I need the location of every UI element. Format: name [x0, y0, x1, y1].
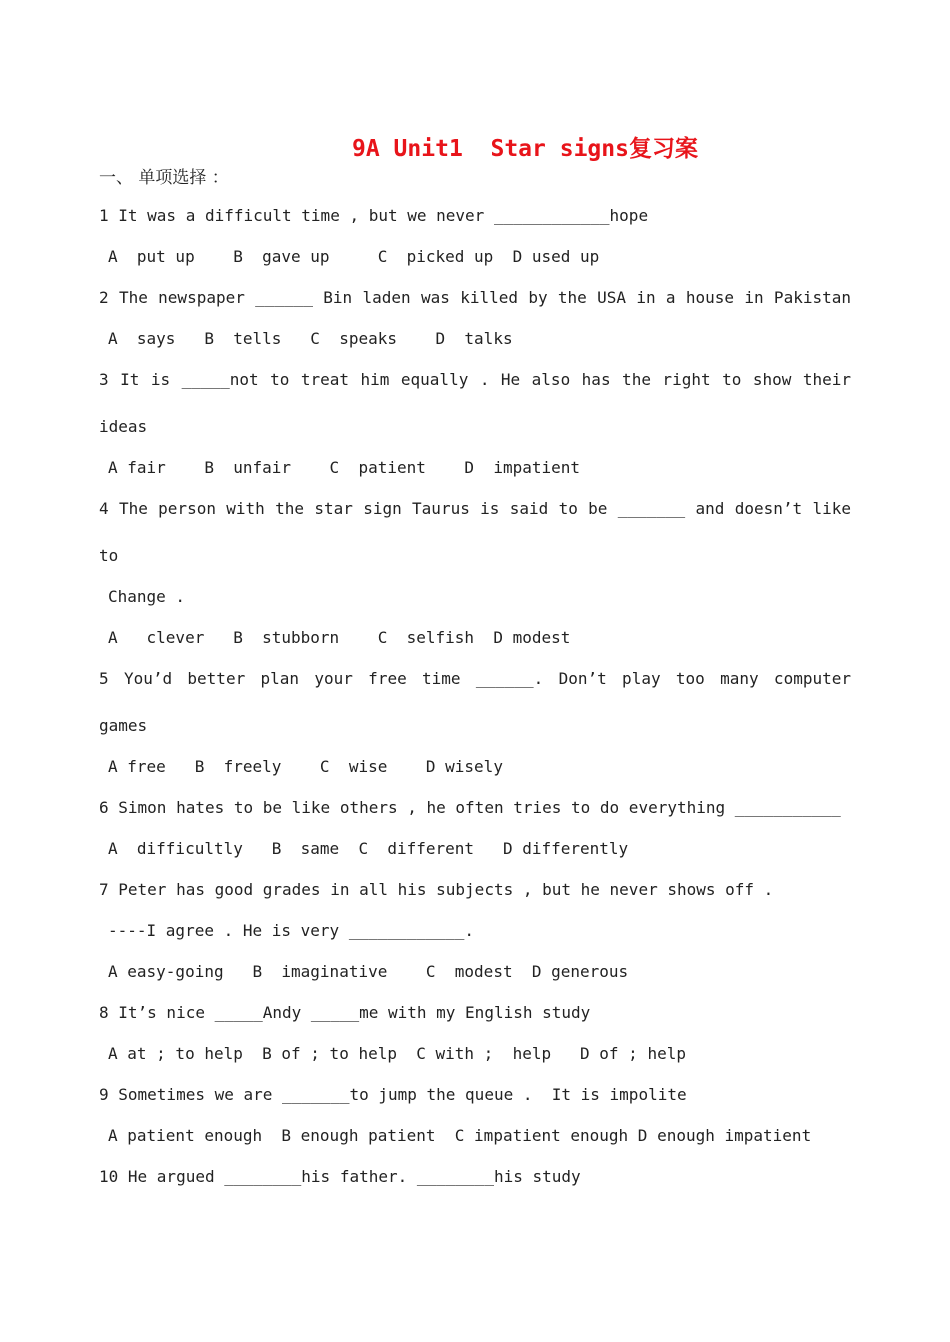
question-5-continued: games — [99, 716, 148, 735]
question-9-options: A patient enough B enough patient C impatient enough D enough impatient — [108, 1126, 812, 1145]
question-9: 9 Sometimes we are _______to jump the queue . It is impolite — [99, 1085, 687, 1104]
question-3-options: A fair B unfair C patient D impatient — [108, 458, 581, 477]
question-5-options: A free B freely C wise D wisely — [108, 757, 503, 776]
question-7-reply: ----I agree . He is very ____________. — [108, 921, 475, 940]
question-4-options: A clever B stubborn C selfish D modest — [108, 628, 571, 647]
question-2: 2 The newspaper ______ Bin laden was killed by the USA in a house in Pakistan — [99, 288, 851, 307]
question-7: 7 Peter has good grades in all his subjects , but he never shows off . — [99, 880, 774, 899]
question-10: 10 He argued ________his father. ________his study — [99, 1167, 581, 1186]
question-1: 1 It was a difficult time , but we never ____________hope — [99, 206, 649, 225]
question-3: 3 It is _____not to treat him equally . He also has the right to show their — [99, 370, 851, 389]
page-title: 9A Unit1 Star signs复习案 — [352, 136, 698, 162]
question-4-continued-2: Change . — [108, 587, 186, 606]
question-1-options: A put up B gave up C picked up D used up — [108, 247, 600, 266]
question-4-continued: to — [99, 546, 119, 565]
question-3-continued: ideas — [99, 417, 148, 436]
question-6-options: A difficultly B same C different D differently — [108, 839, 629, 858]
question-8: 8 It’s nice _____Andy _____me with my English study — [99, 1003, 591, 1022]
section-heading: 一、 单项选择 ： — [99, 168, 229, 188]
question-5: 5 You’d better plan your free time ______. Don’t play too many computer — [99, 669, 851, 688]
question-7-options: A easy-going B imaginative C modest D generous — [108, 962, 629, 981]
question-2-options: A says B tells C speaks D talks — [108, 329, 513, 348]
question-4: 4 The person with the star sign Taurus is said to be _______ and doesn’t like — [99, 499, 851, 518]
question-6: 6 Simon hates to be like others , he often tries to do everything ___________ — [99, 798, 841, 817]
question-8-options: A at ; to help B of ; to help C with ; help D of ; help — [108, 1044, 686, 1063]
